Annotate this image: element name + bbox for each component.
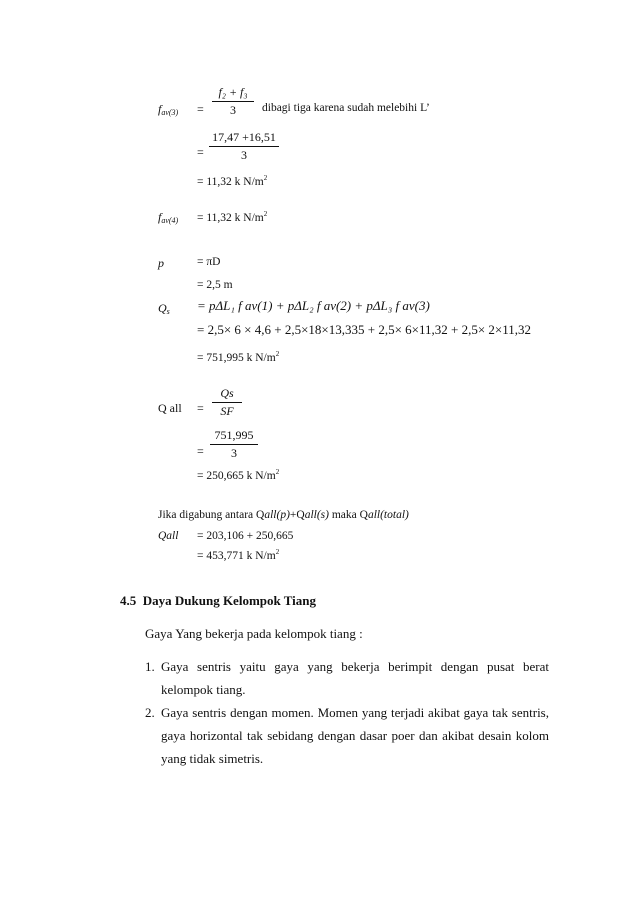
list-item-line: Gaya sentris yaitu gaya yang bekerja berimpit dengan pusat berat <box>161 659 549 674</box>
p-label: p <box>158 256 164 270</box>
section-number: 4.5 <box>120 593 137 608</box>
list-item-number: 1. <box>145 659 155 674</box>
combine-line1: = 203,106 + 250,665 <box>197 530 294 542</box>
list-item-line: gaya horizontal tak sebidang dengan dasar poer dan akibat desain kolom <box>161 728 549 743</box>
list-item-line: kelompok tiang. <box>161 682 246 697</box>
qall-fraction-2: 751,995 3 <box>210 428 258 460</box>
fav3-result: = 11,32 k $N/m^2$ <box>197 174 268 188</box>
list-item-number: 2. <box>145 705 155 720</box>
section-heading <box>120 593 316 609</box>
combine-sentence: Jika digabung antara Qall(p)+Qall(s) maka Qall(total) <box>158 509 409 521</box>
qs-result: = 751,995 k $N/m^2$ <box>197 350 280 364</box>
qall-equals-2: = <box>197 444 204 458</box>
combine-line2: = 453,771 k $N/m^2$ <box>197 548 280 562</box>
fav3-equals-2: = <box>197 145 204 159</box>
list-item-line: Gaya sentris dengan momen. Momen yang terjadi akibat gaya tak sentris, <box>161 705 549 720</box>
qall-equals: = <box>197 401 204 415</box>
section-intro: Gaya Yang bekerja pada kelompok tiang : <box>145 626 363 641</box>
qs-formula: = pΔL₁ f av(1) + pΔL₂ f av(2) + pΔL₃ f av(3) <box>197 298 430 313</box>
qall-label: Q all <box>158 401 182 415</box>
fav3-fraction-2: 17,47 +16,51 3 <box>209 130 279 162</box>
qall-result: = 250,665 k $N/m^2$ <box>197 468 280 482</box>
fav3-note: dibagi tiga karena sudah melebihi L’ <box>262 102 430 114</box>
fav4-result: = 11,32 k $N/m^2$ <box>197 210 268 224</box>
qs-calculation: = 2,5× 6 × 4,6 + 2,5×18×13,335 + 2,5× 6×11,32 + 2,5× 2×11,32 <box>197 322 532 337</box>
fav3-fraction: f₂ + f₃ 3 <box>212 85 254 117</box>
section-title: Daya Dukung Kelompok Tiang <box>142 593 317 608</box>
fav3-label: $f_{av(3)}$ <box>158 102 179 117</box>
fav3-equals: = <box>197 102 204 116</box>
qs-label: $Q_s$ <box>158 301 170 316</box>
combine-label: Qall <box>158 530 179 542</box>
qall-fraction: Qs SF <box>212 386 242 418</box>
p-formula: = πD <box>197 256 221 268</box>
p-result: = 2,5 m <box>197 279 233 291</box>
fav4-label: $f_{av(4)}$ <box>158 210 179 225</box>
list-item-line: yang tidak simetris. <box>161 751 264 766</box>
